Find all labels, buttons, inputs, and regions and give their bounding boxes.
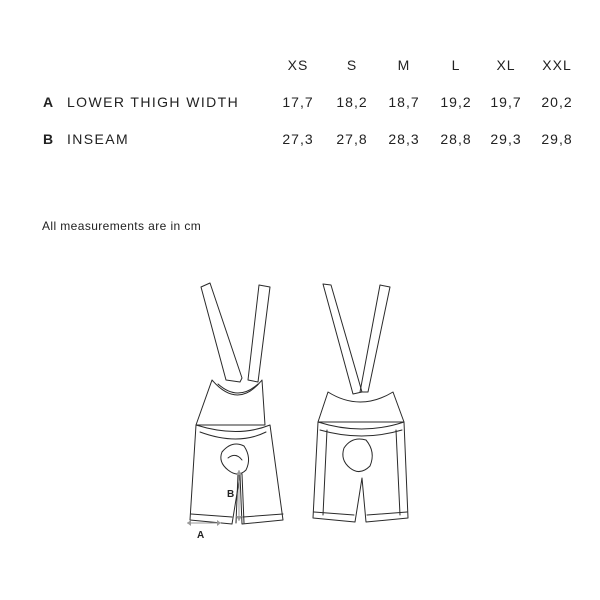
size-header-s: S xyxy=(346,57,358,73)
cell-b-s: 27,8 xyxy=(336,131,368,147)
units-note: All measurements are in cm xyxy=(42,219,202,233)
measurement-a-label: A xyxy=(197,530,205,541)
size-header-m: M xyxy=(397,57,411,73)
cell-b-xxl: 29,8 xyxy=(541,131,573,147)
cell-a-s: 18,2 xyxy=(336,94,368,110)
front-view-illustration xyxy=(190,283,283,524)
cell-a-xs: 17,7 xyxy=(282,94,314,110)
cell-b-m: 28,3 xyxy=(388,131,420,147)
row-a-letter: A xyxy=(43,94,55,110)
cell-a-l: 19,2 xyxy=(440,94,472,110)
row-b-letter: B xyxy=(43,131,55,147)
size-header-xxl: XXL xyxy=(542,57,572,73)
cell-a-m: 18,7 xyxy=(388,94,420,110)
row-b-label: INSEAM xyxy=(67,131,130,147)
measurement-b-label: B xyxy=(227,489,235,500)
back-view-illustration xyxy=(313,284,408,522)
size-header-xs: XS xyxy=(287,57,309,73)
size-header-xl: XL xyxy=(496,57,516,73)
cell-a-xl: 19,7 xyxy=(490,94,522,110)
cell-b-l: 28,8 xyxy=(440,131,472,147)
cell-b-xs: 27,3 xyxy=(282,131,314,147)
cell-b-xl: 29,3 xyxy=(490,131,522,147)
row-a-label: LOWER THIGH WIDTH xyxy=(67,94,240,110)
size-header-l: L xyxy=(451,57,461,73)
cell-a-xxl: 20,2 xyxy=(541,94,573,110)
